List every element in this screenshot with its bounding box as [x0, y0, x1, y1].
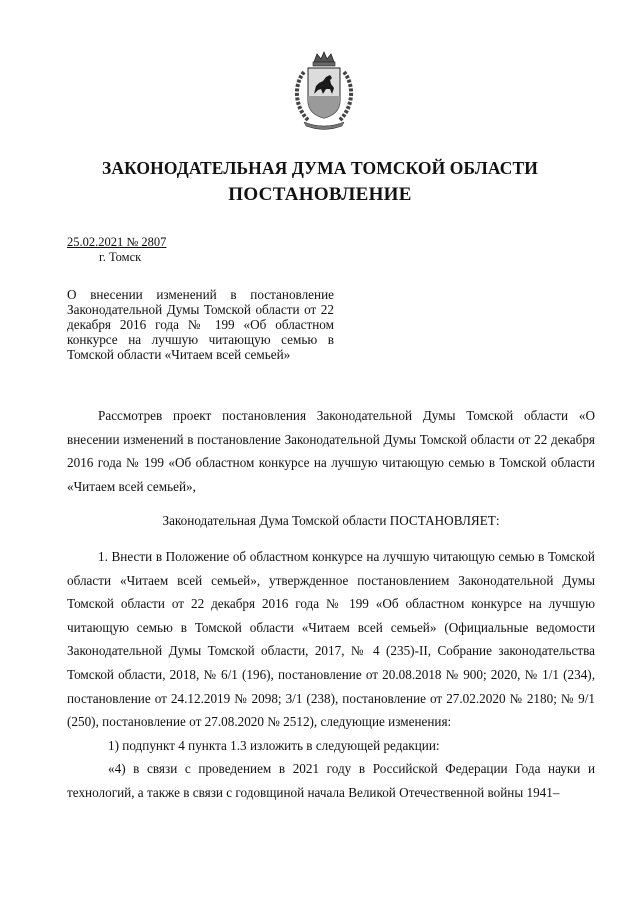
date-and-number: 25.02.2021 № 2807: [67, 235, 167, 249]
city: г. Томск: [99, 250, 142, 264]
resolution-line: Законодательная Дума Томской области ПОСТАНОВЛЯЕТ:: [162, 513, 500, 529]
preamble-paragraph: Рассмотрев проект постановления Законодательной Думы Томской области «О внесении изменений в постановление Законодательной Думы Томской области от 22 декабря 2016 года № 199 «Об областном конкурсе на лучшую читающую семью в Томской области «Читаем всей семьей»,: [67, 408, 595, 494]
document-type-title: ПОСТАНОВЛЕНИЕ: [228, 184, 412, 205]
quoted-text-paragraph: «4) в связи с проведением в 2021 году в Российской Федерации Года науки и технологий, а также в связи с годовщиной начала Великой Отечественной войны 1941–: [67, 761, 595, 800]
tomsk-region-coat-of-arms-emblem: [290, 50, 358, 132]
organization-title: ЗАКОНОДАТЕЛЬНАЯ ДУМА ТОМСКОЙ ОБЛАСТИ: [102, 158, 538, 178]
document-meta: [67, 235, 166, 265]
document-body: [67, 404, 595, 805]
subitem-1-paragraph: 1) подпункт 4 пункта 1.3 изложить в следующей редакции:: [108, 737, 440, 753]
item-1-paragraph: 1. Внести в Положение об областном конкурсе на лучшую читающую семью в Томской области «Читаем всей семьей», утвержденное постановлением Законодательной Думы Томской области от 22 декабря 2016 года № 199 «Об областном конкурсе на лучшую читающую семью в Томской области «Читаем всей семьей» (Официальные ведомости Законодательной Думы Томской области, 2017, № 4 (235)-II, Собрание законодательства Томской области, 2018, № 6/1 (196), постановление от 20.08.2018 № 900; 2020, № 1/1 (234), постановление от 24.12.2019 № 2098; 3/1 (238), постановление от 27.02.2020 № 2180; № 9/1 (250), постановление от 27.08.2020 № 2512), следующие изменения:: [67, 548, 595, 730]
document-subject: О внесении изменений в постановление Законодательной Думы Томской области от 22 декабря 2016 года № 199 «Об областном конкурсе на лучшую читающую семью в Томской области «Читаем всей семьей»: [67, 287, 334, 363]
